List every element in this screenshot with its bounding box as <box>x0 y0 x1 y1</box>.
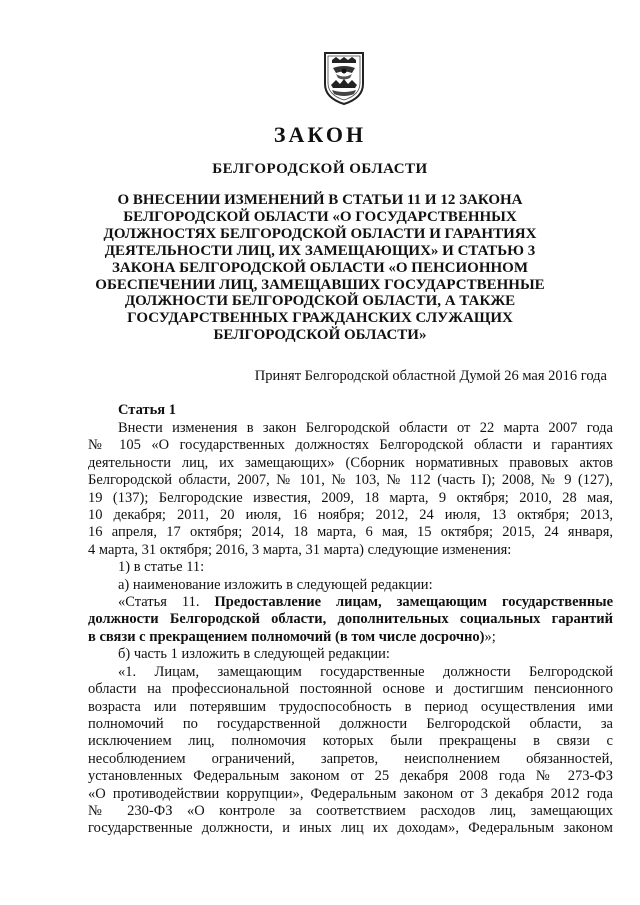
text-line: области на профессиональной постоянной основе и достигшим пенсионного <box>88 681 613 698</box>
adoption-note: Принят Белгородской областной Думой 26 мая 2016 года <box>254 368 607 384</box>
heading-line: БЕЛГОРОДСКОЙ ОБЛАСТИ «О ГОСУДАРСТВЕННЫХ <box>123 208 517 225</box>
text-line: несоблюдением ограничений, запретов, неисполнением обязанностей, <box>88 750 613 767</box>
heading-line: ДОЛЖНОСТЯХ БЕЛГОРОДСКОЙ ОБЛАСТИ И ГАРАНТИЯХ <box>103 225 537 242</box>
text-line: исключением лиц, полномочия которых были прекращены в связи с <box>88 733 613 750</box>
text-line: 19 (137); Белгородские известия, 2009, 18 марта, 9 октября; 2010, 28 мая, <box>88 489 613 506</box>
text-line: должности Белгородской области, дополнительных социальных гарантий <box>88 611 613 628</box>
law-heading <box>0 192 640 344</box>
law-title: ЗАКОН <box>273 122 367 147</box>
heading-line: ГОСУДАРСТВЕННЫХ ГРАЖДАНСКИХ СЛУЖАЩИХ <box>127 310 513 327</box>
text-line: 10 декабря; 2011, 20 июля, 16 ноября; 2012, 24 июля, 13 октября; 2013, <box>88 507 613 524</box>
text-line: «О противодействии коррупции», Федеральным законом от 3 декабря 2012 года <box>88 785 613 802</box>
heading-line: ОБЕСПЕЧЕНИИ ЛИЦ, ЗАМЕЩАВШИХ ГОСУДАРСТВЕННЫЕ <box>95 276 545 293</box>
text-line: а) наименование изложить в следующей редакции: <box>118 576 433 593</box>
text-line: Внести изменения в закон Белгородской области от 22 марта 2007 года <box>118 420 613 436</box>
text-line: 16 апреля, 17 октября; 2014, 18 марта, 6 мая, 15 октября; 2015, 24 января, <box>88 524 613 541</box>
article-body <box>88 420 613 838</box>
text-line: № 105 «О государственных должностях Белгородской области и гарантиях <box>88 437 613 454</box>
text-line: б) часть 1 изложить в следующей редакции: <box>118 646 390 663</box>
text-line: 1) в статье 11: <box>118 559 205 576</box>
heading-line: ДОЛЖНОСТИ БЕЛГОРОДСКОЙ ОБЛАСТИ, А ТАКЖЕ <box>124 293 516 310</box>
text-line <box>88 629 613 646</box>
region-name: БЕЛГОРОДСКОЙ ОБЛАСТИ <box>212 161 428 177</box>
heading-line: ЗАКОНА БЕЛГОРОДСКОЙ ОБЛАСТИ «О ПЕНСИОННОМ <box>112 259 528 276</box>
heading-line: О ВНЕСЕНИИ ИЗМЕНЕНИЙ В СТАТЬИ 11 И 12 ЗАКОНА <box>117 192 523 208</box>
text-line: возраста или потерявшим трудоспособность в период осуществления ими <box>88 698 613 715</box>
text-line: деятельности лиц, их замещающих» (Сборник нормативных правовых актов <box>88 454 613 471</box>
text-line: государственные должности, и иных лиц их доходам», Федеральным законом <box>88 820 613 837</box>
heading-line: ДЕЯТЕЛЬНОСТИ ЛИЦ, ИХ ЗАМЕЩАЮЩИХ» И СТАТЬЮ 3 <box>104 242 536 259</box>
text-line <box>88 594 613 611</box>
heading-line: БЕЛГОРОДСКОЙ ОБЛАСТИ» <box>213 327 427 344</box>
article-11-title-end: в связи с прекращением полномочий (в том числе досрочно) <box>88 628 485 645</box>
text-line: «1. Лицам, замещающим государственные должности Белгородской <box>118 663 613 680</box>
text-line: установленных Федеральным законом от 25 декабря 2008 года № 273-ФЗ <box>88 768 613 785</box>
text-line: Белгородской области, 2007, № 101, № 103, № 112 (часть I); 2008, № 9 (127), <box>88 472 613 489</box>
article-11-label: «Статья 11. <box>118 594 200 611</box>
article-11-title: Предоставление лицам, замещающим государственные <box>214 594 613 611</box>
quote-close: »; <box>484 628 496 645</box>
text-line: 4 марта, 31 октября; 2016, 3 марта, 31 марта) следующие изменения: <box>88 541 512 558</box>
coat-of-arms-icon <box>322 50 366 106</box>
text-line: № 230-ФЗ «О контроле за соответствием расходов лиц, замещающих <box>88 802 613 819</box>
article-title: Статья 1 <box>118 402 176 418</box>
text-line: полномочий по государственной должности Белгородской области, за <box>88 715 613 732</box>
